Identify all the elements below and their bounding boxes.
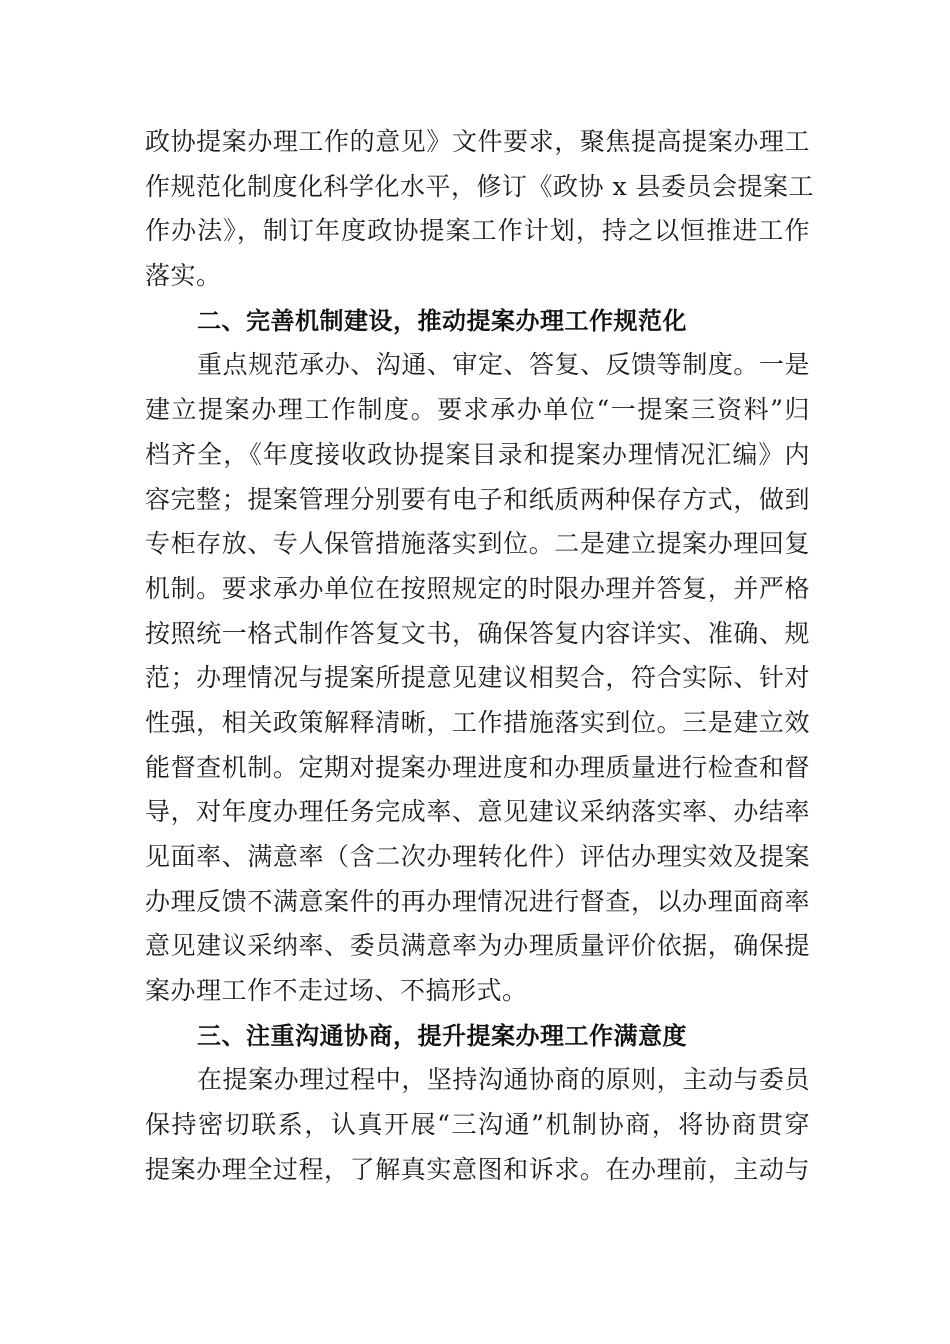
text-line: 导，对年度办理任务完成率、意见建议采纳落实率、办结率 bbox=[145, 797, 810, 827]
text-line: 案办理工作不走过场、不搞形式。 bbox=[145, 976, 528, 1006]
text-line: 政协提案办理工作的意见》文件要求，聚焦提高提案办理工 bbox=[145, 127, 810, 156]
text-line: 按照统一格式制作答复文书，确保答复内容详实、准确、规 bbox=[145, 618, 810, 648]
text-line: 落实。 bbox=[145, 261, 222, 291]
text-line: 在提案办理过程中，坚持沟通协商的原则，主动与委员 bbox=[197, 1065, 810, 1095]
text-line: 见面率、满意率（含二次办理转化件）评估办理实效及提案 bbox=[145, 842, 810, 871]
text-line: 范；办理情况与提案所提意见建议相契合，符合实际、针对 bbox=[145, 663, 810, 693]
text-line: 性强，相关政策解释清晰，工作措施落实到位。三是建立效 bbox=[145, 707, 810, 737]
text-line: 容完整；提案管理分别要有电子和纸质两种保存方式，做到 bbox=[145, 484, 810, 514]
text-line: 机制。要求承办单位在按照规定的时限办理并答复，并严格 bbox=[145, 573, 810, 603]
text-line: 专柜存放、专人保管措施落实到位。二是建立提案办理回复 bbox=[145, 529, 810, 559]
text-line: 提案办理全过程，了解真实意图和诉求。在办理前，主动与 bbox=[145, 1154, 810, 1184]
text-line: 作办法》，制订年度政协提案工作计划，持之以恒推进工作 bbox=[145, 216, 810, 246]
text-line: 能督查机制。定期对提案办理进度和办理质量进行检查和督 bbox=[145, 752, 810, 782]
text-line: 建立提案办理工作制度。要求承办单位“一提案三资料”归 bbox=[145, 395, 810, 425]
text-line: 作规范化制度化科学化水平，修订《政协 x 县委员会提案工 bbox=[145, 171, 814, 201]
text-line: 意见建议采纳率、委员满意率为办理质量评价依据，确保提 bbox=[145, 931, 810, 961]
text-line: 办理反馈不满意案件的再办理情况进行督查，以办理面商率 bbox=[145, 886, 810, 916]
document-body bbox=[145, 120, 814, 1193]
text-line: 保持密切联系，认真开展“三沟通”机制协商，将协商贯穿 bbox=[145, 1110, 810, 1140]
paragraph-1 bbox=[145, 120, 814, 299]
paragraph-2 bbox=[145, 343, 810, 1013]
section-heading-3: 三、注重沟通协商，提升提案办理工作满意度 bbox=[197, 1021, 687, 1050]
section-heading-2: 二、完善机制建设，推动提案办理工作规范化 bbox=[197, 306, 687, 335]
text-line: 档齐全，《年度接收政协提案目录和提案办理情况汇编》内 bbox=[145, 439, 810, 469]
paragraph-3 bbox=[145, 1058, 810, 1192]
text-line: 重点规范承办、沟通、审定、答复、反馈等制度。一是 bbox=[197, 350, 810, 380]
